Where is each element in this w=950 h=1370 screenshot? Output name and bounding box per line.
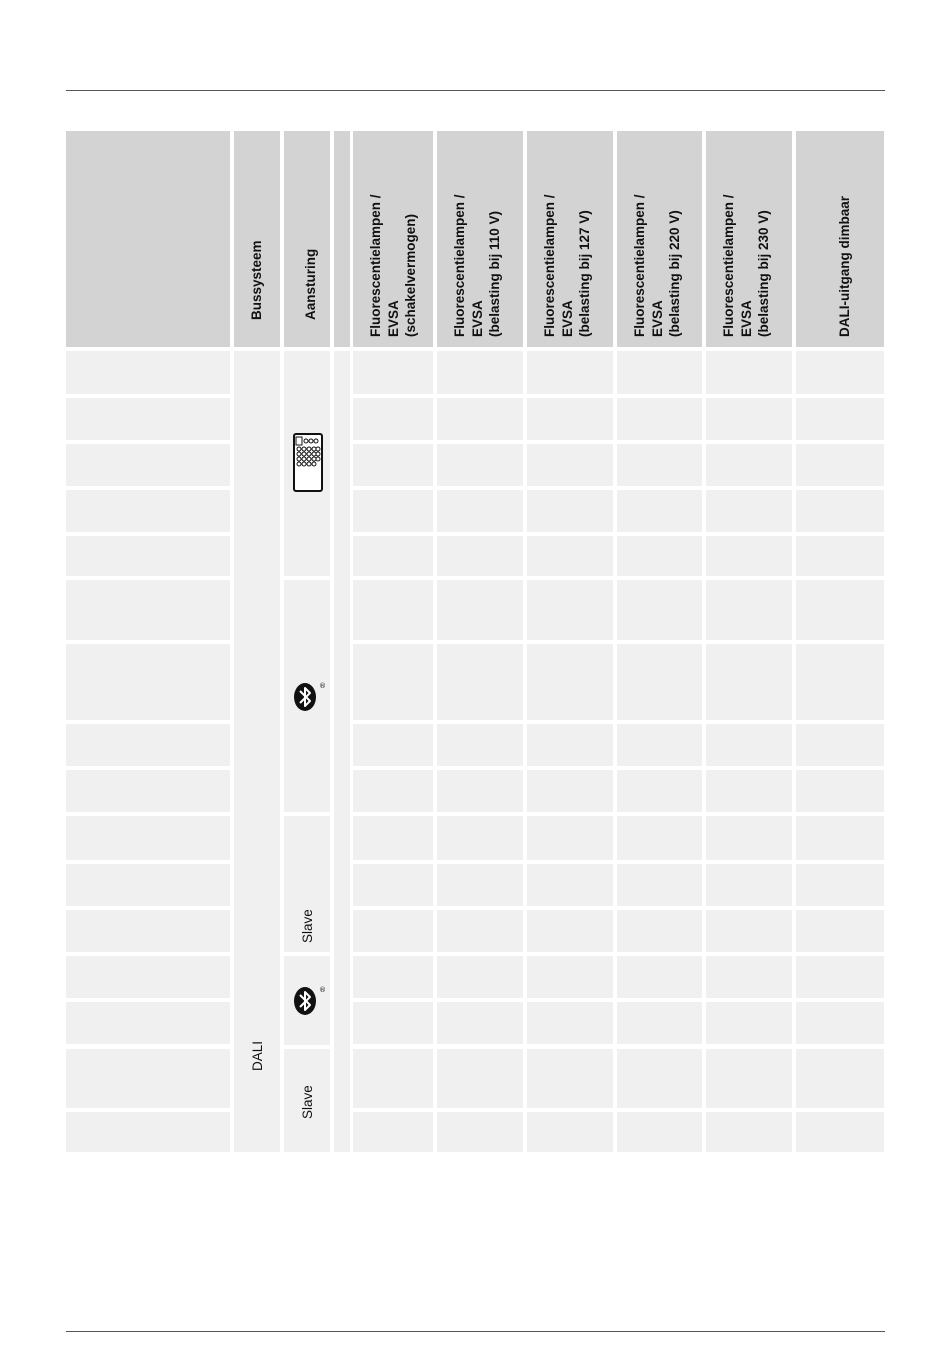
table-cell bbox=[527, 956, 613, 998]
table-cell bbox=[617, 490, 702, 532]
table-cell bbox=[617, 1112, 702, 1152]
bus-merged-cell bbox=[234, 351, 280, 1152]
table-cell bbox=[617, 864, 702, 906]
table-cell bbox=[353, 816, 433, 860]
table-cell bbox=[527, 536, 613, 576]
header-column-5 bbox=[706, 131, 792, 347]
table-cell bbox=[796, 770, 884, 812]
table-cell bbox=[437, 351, 523, 394]
row-label-cell bbox=[66, 351, 230, 394]
table-cell bbox=[437, 1049, 523, 1108]
table-cell bbox=[617, 444, 702, 486]
table-cell bbox=[527, 580, 613, 640]
table-cell bbox=[796, 580, 884, 640]
header-column-4-line-2: EVSA bbox=[649, 300, 665, 337]
table-cell bbox=[437, 864, 523, 906]
row-label-cell bbox=[66, 644, 230, 720]
header-column-3-line-2: EVSA bbox=[559, 300, 575, 337]
table-cell bbox=[796, 956, 884, 998]
row-label-cell bbox=[66, 1049, 230, 1108]
table-cell bbox=[796, 864, 884, 906]
table-cell bbox=[437, 956, 523, 998]
table-cell bbox=[706, 444, 792, 486]
row-label-cell bbox=[66, 864, 230, 906]
bottom-rule bbox=[66, 1331, 885, 1332]
header-column-1-line-2: EVSA bbox=[385, 300, 401, 337]
header-column-5-line-2: EVSA bbox=[738, 300, 754, 337]
table-cell bbox=[527, 770, 613, 812]
header-column-5-line-1: Fluorescentielampen / bbox=[721, 194, 736, 337]
table-cell bbox=[617, 910, 702, 952]
header-column-3-line-1: Fluorescentielampen / bbox=[542, 194, 557, 337]
table-cell bbox=[437, 910, 523, 952]
table-cell bbox=[353, 580, 433, 640]
header-column-4-line-1: Fluorescentielampen / bbox=[632, 194, 647, 337]
table-cell bbox=[437, 536, 523, 576]
table-cell bbox=[796, 1002, 884, 1044]
table-cell bbox=[796, 644, 884, 720]
row-label-cell bbox=[66, 816, 230, 860]
table-cell bbox=[706, 1049, 792, 1108]
table-cell bbox=[796, 1049, 884, 1108]
table-cell bbox=[617, 536, 702, 576]
table-cell bbox=[796, 724, 884, 766]
row-label-cell bbox=[66, 724, 230, 766]
header-aansturing-label: Aansturing bbox=[303, 248, 318, 320]
header-column-2-line-2: EVSA bbox=[469, 300, 485, 337]
row-label-cell bbox=[66, 490, 230, 532]
table-cell bbox=[353, 770, 433, 812]
table-cell bbox=[353, 1112, 433, 1152]
table-cell bbox=[796, 444, 884, 486]
row-label-cell bbox=[66, 770, 230, 812]
row-label-cell bbox=[66, 580, 230, 640]
table-cell bbox=[706, 724, 792, 766]
row-label-cell bbox=[66, 956, 230, 998]
row-label-cell bbox=[66, 1112, 230, 1152]
spacer-column-body bbox=[334, 351, 350, 1152]
bluetooth-icon bbox=[292, 984, 326, 1018]
table-cell bbox=[437, 490, 523, 532]
table-cell bbox=[796, 536, 884, 576]
row-label-cell bbox=[66, 536, 230, 576]
table-cell bbox=[527, 398, 613, 440]
table-cell bbox=[527, 864, 613, 906]
table-cell bbox=[353, 398, 433, 440]
table-cell bbox=[437, 644, 523, 720]
table-cell bbox=[353, 490, 433, 532]
top-rule bbox=[66, 90, 885, 91]
table-cell bbox=[617, 644, 702, 720]
slave-label-1: Slave bbox=[300, 909, 315, 943]
table-cell bbox=[353, 536, 433, 576]
table-cell bbox=[796, 816, 884, 860]
table-cell bbox=[353, 351, 433, 394]
table-cell bbox=[353, 956, 433, 998]
table-cell bbox=[527, 644, 613, 720]
table-cell bbox=[437, 770, 523, 812]
table-cell bbox=[706, 580, 792, 640]
table-cell bbox=[617, 351, 702, 394]
table-cell bbox=[706, 956, 792, 998]
table-cell bbox=[437, 1002, 523, 1044]
table-cell bbox=[527, 816, 613, 860]
table-cell bbox=[706, 644, 792, 720]
table-cell bbox=[437, 580, 523, 640]
table-cell bbox=[527, 444, 613, 486]
table-cell bbox=[527, 910, 613, 952]
header-column-3-line-3: (belasting bij 127 V) bbox=[577, 210, 592, 337]
row-label-cell bbox=[66, 444, 230, 486]
table-cell bbox=[706, 910, 792, 952]
row-label-cell bbox=[66, 398, 230, 440]
table-cell bbox=[796, 910, 884, 952]
table-cell bbox=[437, 816, 523, 860]
table-cell bbox=[353, 864, 433, 906]
table-cell bbox=[437, 444, 523, 486]
table-cell bbox=[706, 864, 792, 906]
header-column-2 bbox=[437, 131, 523, 347]
table-cell bbox=[796, 398, 884, 440]
registered-mark: ® bbox=[319, 986, 326, 994]
table-cell bbox=[527, 1112, 613, 1152]
table-cell bbox=[706, 398, 792, 440]
table-cell bbox=[796, 1112, 884, 1152]
remote-control-icon bbox=[292, 432, 324, 493]
table-cell bbox=[796, 351, 884, 394]
header-column-5-line-3: (belasting bij 230 V) bbox=[756, 210, 771, 337]
table-cell bbox=[527, 1049, 613, 1108]
bus-label-dali: DALI bbox=[250, 1040, 265, 1071]
table-cell bbox=[706, 1112, 792, 1152]
table-cell bbox=[353, 1002, 433, 1044]
table-cell bbox=[353, 644, 433, 720]
table-cell bbox=[706, 816, 792, 860]
table-cell bbox=[527, 490, 613, 532]
table-cell bbox=[437, 398, 523, 440]
header-column-2-line-3: (belasting bij 110 V) bbox=[487, 210, 502, 337]
registered-mark: ® bbox=[319, 682, 326, 690]
slave-label-2: Slave bbox=[300, 1085, 315, 1119]
table-cell bbox=[706, 1002, 792, 1044]
table-cell bbox=[617, 1002, 702, 1044]
header-column-6-line-1: DALI-uitgang dimbaar bbox=[837, 196, 852, 337]
row-label-cell bbox=[66, 910, 230, 952]
table-cell bbox=[617, 398, 702, 440]
table-cell bbox=[617, 956, 702, 998]
table-cell bbox=[617, 580, 702, 640]
table-cell bbox=[527, 724, 613, 766]
header-column-6 bbox=[796, 131, 884, 347]
table-cell bbox=[437, 724, 523, 766]
table-cell bbox=[353, 1049, 433, 1108]
header-column-1 bbox=[353, 131, 433, 347]
header-blank-cell bbox=[66, 131, 230, 347]
header-aansturing bbox=[284, 131, 330, 347]
header-bussysteem bbox=[234, 131, 280, 347]
header-column-1-line-3: (schakelvermogen) bbox=[403, 213, 418, 337]
table-cell bbox=[617, 724, 702, 766]
header-column-3 bbox=[527, 131, 613, 347]
table-cell bbox=[617, 770, 702, 812]
bluetooth-icon bbox=[292, 680, 326, 714]
table-cell bbox=[706, 490, 792, 532]
header-column-1-line-1: Fluorescentielampen / bbox=[368, 194, 383, 337]
table-cell bbox=[706, 770, 792, 812]
table-cell bbox=[706, 536, 792, 576]
header-column-4-line-3: (belasting bij 220 V) bbox=[667, 210, 682, 337]
header-column-4 bbox=[617, 131, 702, 347]
table-cell bbox=[527, 351, 613, 394]
header-spacer bbox=[334, 131, 350, 347]
table-cell bbox=[353, 910, 433, 952]
table-cell bbox=[706, 351, 792, 394]
header-bussysteem-label: Bussysteem bbox=[249, 239, 264, 320]
table-cell bbox=[353, 724, 433, 766]
row-label-cell bbox=[66, 1002, 230, 1044]
table-cell bbox=[437, 1112, 523, 1152]
table-cell bbox=[796, 490, 884, 532]
table-cell bbox=[353, 444, 433, 486]
table-cell bbox=[617, 816, 702, 860]
table-cell bbox=[617, 1049, 702, 1108]
header-column-2-line-1: Fluorescentielampen / bbox=[452, 194, 467, 337]
table-cell bbox=[527, 1002, 613, 1044]
